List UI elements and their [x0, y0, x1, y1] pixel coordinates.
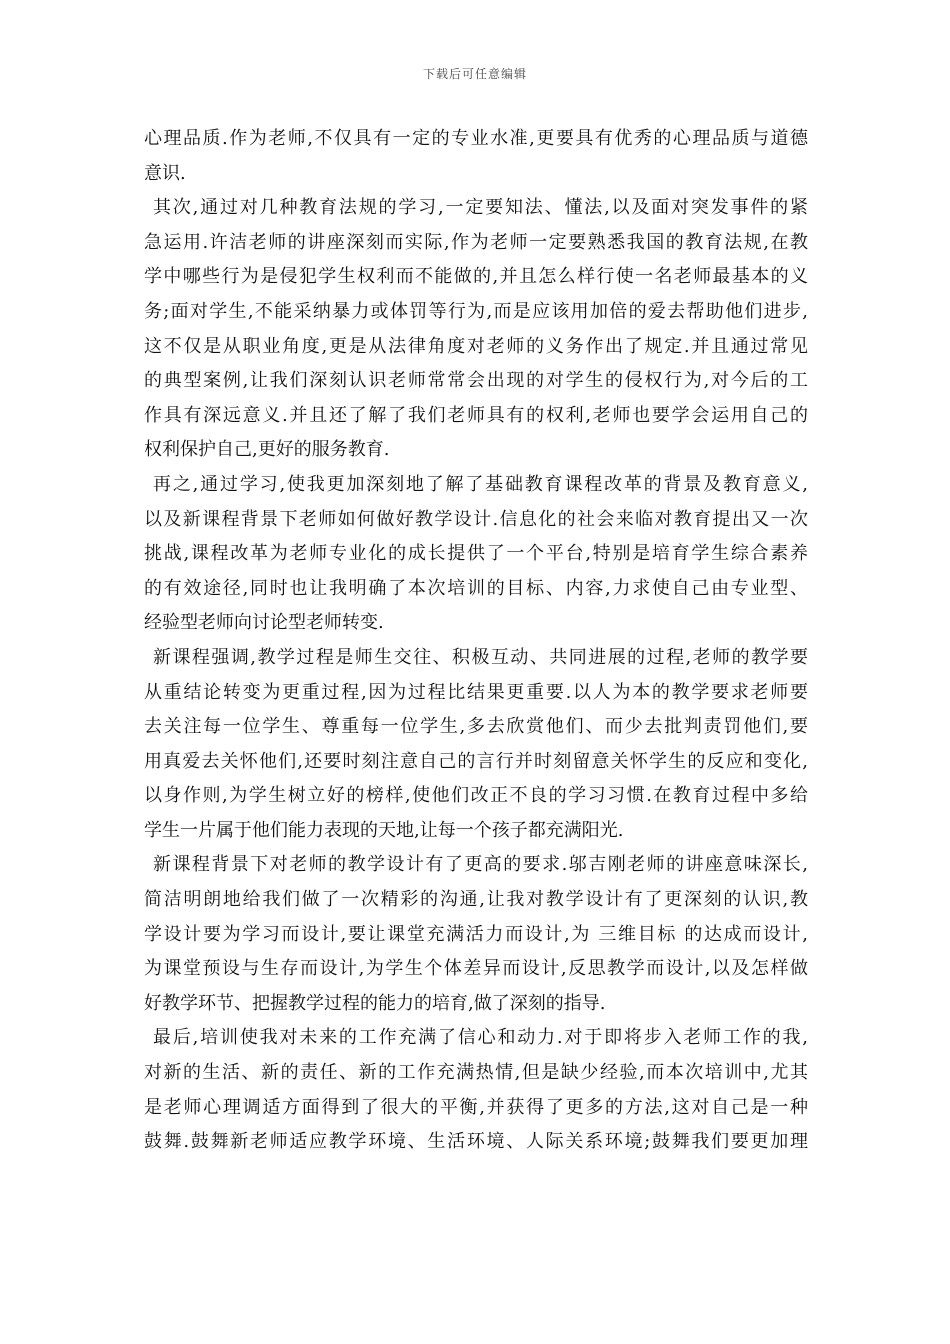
text-line: 学生一片属于他们能力表现的天地,让每一个孩子都充满阳光.: [144, 819, 624, 841]
text-line: 新课程强调,教学过程是师生交往、积极互动、共同进展的过程,老师的教学要: [153, 646, 808, 668]
text-line: 学设计要为学习而设计,要让课堂充满活力而设计,为 三维目标 的达成而设计,: [144, 923, 808, 945]
text-line: 急运用.许洁老师的讲座深刻而实际,作为老师一定要熟悉我国的教育法规,在教: [144, 231, 808, 253]
text-line: 作具有深远意义.并且还了解了我们老师具有的权利,老师也要学会运用自己的: [144, 404, 808, 426]
text-line: 学中哪些行为是侵犯学生权利而不能做的,并且怎么样行使一名老师最基本的义: [144, 266, 808, 288]
text-line: 的有效途径,同时也让我明确了本次培训的目标、内容,力求使自己由专业型、: [144, 577, 808, 599]
text-line: 挑战,课程改革为老师专业化的成长提供了一个平台,特别是培育学生综合素养: [144, 543, 808, 565]
text-line: 再之,通过学习,使我更加深刻地了解了基础教育课程改革的背景及教育意义,: [153, 473, 808, 495]
page-header: 下载后可任意编辑: [422, 67, 527, 81]
text-line: 以身作则,为学生树立好的榜样,使他们改正不良的学习习惯.在教育过程中多给: [144, 785, 808, 807]
text-line: 是老师心理调适方面得到了很大的平衡,并获得了更多的方法,这对自己是一种: [144, 1096, 808, 1118]
text-line: 最后,培训使我对未来的工作充满了信心和动力.对于即将步入老师工作的我,: [153, 1027, 808, 1049]
text-line: 对新的生活、新的责任、新的工作充满热情,但是缺少经验,而本次培训中,尤其: [144, 1062, 808, 1084]
text-line: 这不仅是从职业角度,更是从法律角度对老师的义务作出了规定.并且通过常见: [144, 335, 808, 357]
text-line: 新课程背景下对老师的教学设计有了更高的要求.邬吉刚老师的讲座意味深长,: [153, 854, 808, 876]
text-line: 去关注每一位学生、尊重每一位学生,多去欣赏他们、而少去批判责罚他们,要: [144, 716, 808, 738]
text-line: 心理品质.作为老师,不仅具有一定的专业水准,更要具有优秀的心理品质与道德: [144, 128, 808, 149]
text-line: 用真爱去关怀他们,还要时刻注意自己的言行并时刻留意关怀学生的反应和变化,: [144, 750, 808, 772]
text-line: 从重结论转变为更重过程,因为过程比结果更重要.以人为本的教学要求老师要: [144, 681, 808, 703]
text-line: 鼓舞.鼓舞新老师适应教学环境、生活环境、人际关系环境;鼓舞我们要更加理: [144, 1131, 808, 1153]
text-line: 好教学环节、把握教学过程的能力的培育,做了深刻的指导.: [144, 992, 606, 1014]
text-line: 权利保护自己,更好的服务教育.: [144, 439, 390, 461]
text-line: 经验型老师向讨论型老师转变.: [144, 612, 384, 634]
text-line: 意识.: [144, 162, 186, 184]
document-body: [144, 122, 808, 1160]
text-line: 以及新课程背景下老师如何做好教学设计.信息化的社会来临对教育提出又一次: [144, 508, 808, 530]
text-line: 务;面对学生,不能采纳暴力或体罚等行为,而是应该用加倍的爱去帮助他们进步,: [144, 300, 808, 322]
text-line: 为课堂预设与生存而设计,为学生个体差异而设计,反思教学而设计,以及怎样做: [144, 958, 808, 980]
text-line: 简洁明朗地给我们做了一次精彩的沟通,让我对教学设计有了更深刻的认识,教: [144, 889, 808, 911]
text-line: 其次,通过对几种教育法规的学习,一定要知法、懂法,以及面对突发事件的紧: [153, 197, 808, 219]
text-line: 的典型案例,让我们深刻认识老师常常会出现的对学生的侵权行为,对今后的工: [144, 370, 808, 392]
